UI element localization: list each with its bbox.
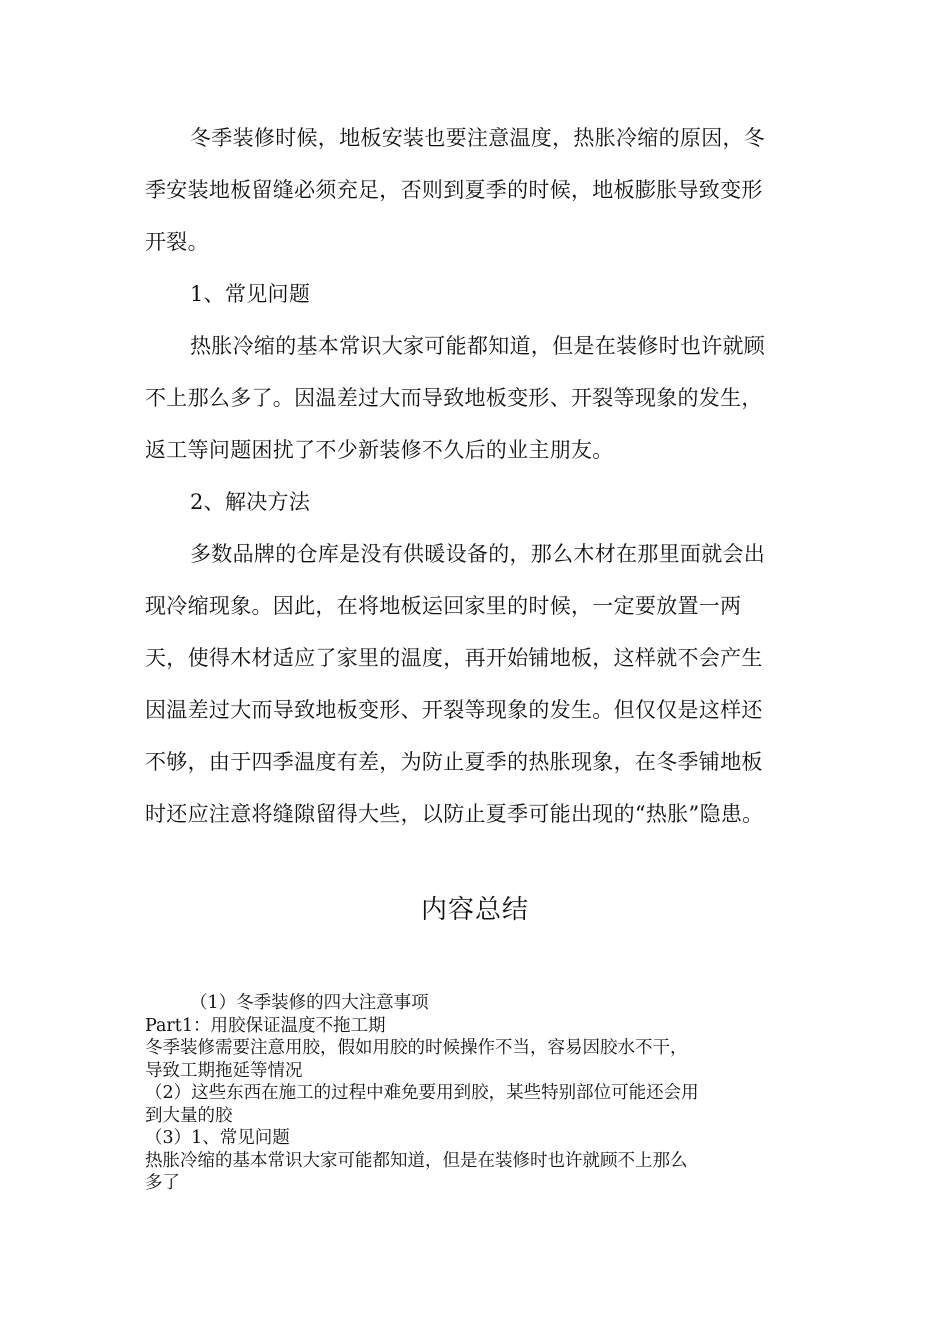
text-line: 开裂。	[145, 230, 209, 254]
text-line: 多数品牌的仓库是没有供暖设备的，那么木材在那里面就会出	[190, 542, 766, 566]
text-line: 因温差过大而导致地板变形、开裂等现象的发生。但仅仅是这样还	[145, 698, 763, 722]
summary-line: （2）这些东西在施工的过程中难免要用到胶，某些特别部位可能还会用	[145, 1083, 699, 1103]
summary-line: 多了	[145, 1173, 180, 1193]
summary-line: 导致工期拖延等情况	[145, 1060, 303, 1081]
text-line: 不上那么多了。因温差过大而导致地板变形、开裂等现象的发生，	[145, 386, 763, 410]
summary-line: 到大量的胶	[145, 1105, 233, 1126]
heading-solutions	[145, 476, 805, 528]
text-line: 冬季装修时候，地板安装也要注意温度，热胀冷缩的原因，冬	[190, 126, 766, 150]
text-line: 返工等问题困扰了不少新装修不久后的业主朋友。	[145, 438, 614, 462]
paragraph-problems	[145, 320, 805, 476]
summary-line: （3）1、常见问题	[145, 1128, 290, 1148]
text-line: 1、常见问题	[190, 282, 311, 306]
text-line: 季安装地板留缝必须充足，否则到夏季的时候，地板膨胀导致变形	[145, 178, 763, 202]
summary-line: （1）冬季装修的四大注意事项	[190, 993, 429, 1013]
summary-section	[145, 992, 815, 1195]
paragraph-intro	[145, 112, 805, 268]
summary-line: Part1：用胶保证温度不拖工期	[145, 1015, 386, 1036]
summary-line: 冬季装修需要注意用胶，假如用胶的时候操作不当，容易因胶水不干，	[145, 1038, 688, 1058]
summary-line: 热胀冷缩的基本常识大家可能都知道，但是在装修时也许就顾不上那么	[145, 1150, 688, 1171]
paragraph-solutions	[145, 528, 805, 840]
main-body-text	[145, 112, 805, 840]
text-line: 热胀冷缩的基本常识大家可能都知道，但是在装修时也许就顾	[190, 334, 766, 358]
text-line: 2、解决方法	[190, 490, 311, 514]
text-line: 现冷缩现象。因此，在将地板运回家里的时候，一定要放置一两	[145, 594, 742, 618]
summary-title: 内容总结	[420, 895, 529, 925]
text-line: 不够，由于四季温度有差，为防止夏季的热胀现象，在冬季铺地板	[145, 750, 763, 774]
text-line: 时还应注意将缝隙留得大些，以防止夏季可能出现的“热胀”隐患。	[145, 802, 764, 826]
text-line: 天，使得木材适应了家里的温度，再开始铺地板，这样就不会产生	[145, 646, 763, 670]
heading-common-problems	[145, 268, 805, 320]
